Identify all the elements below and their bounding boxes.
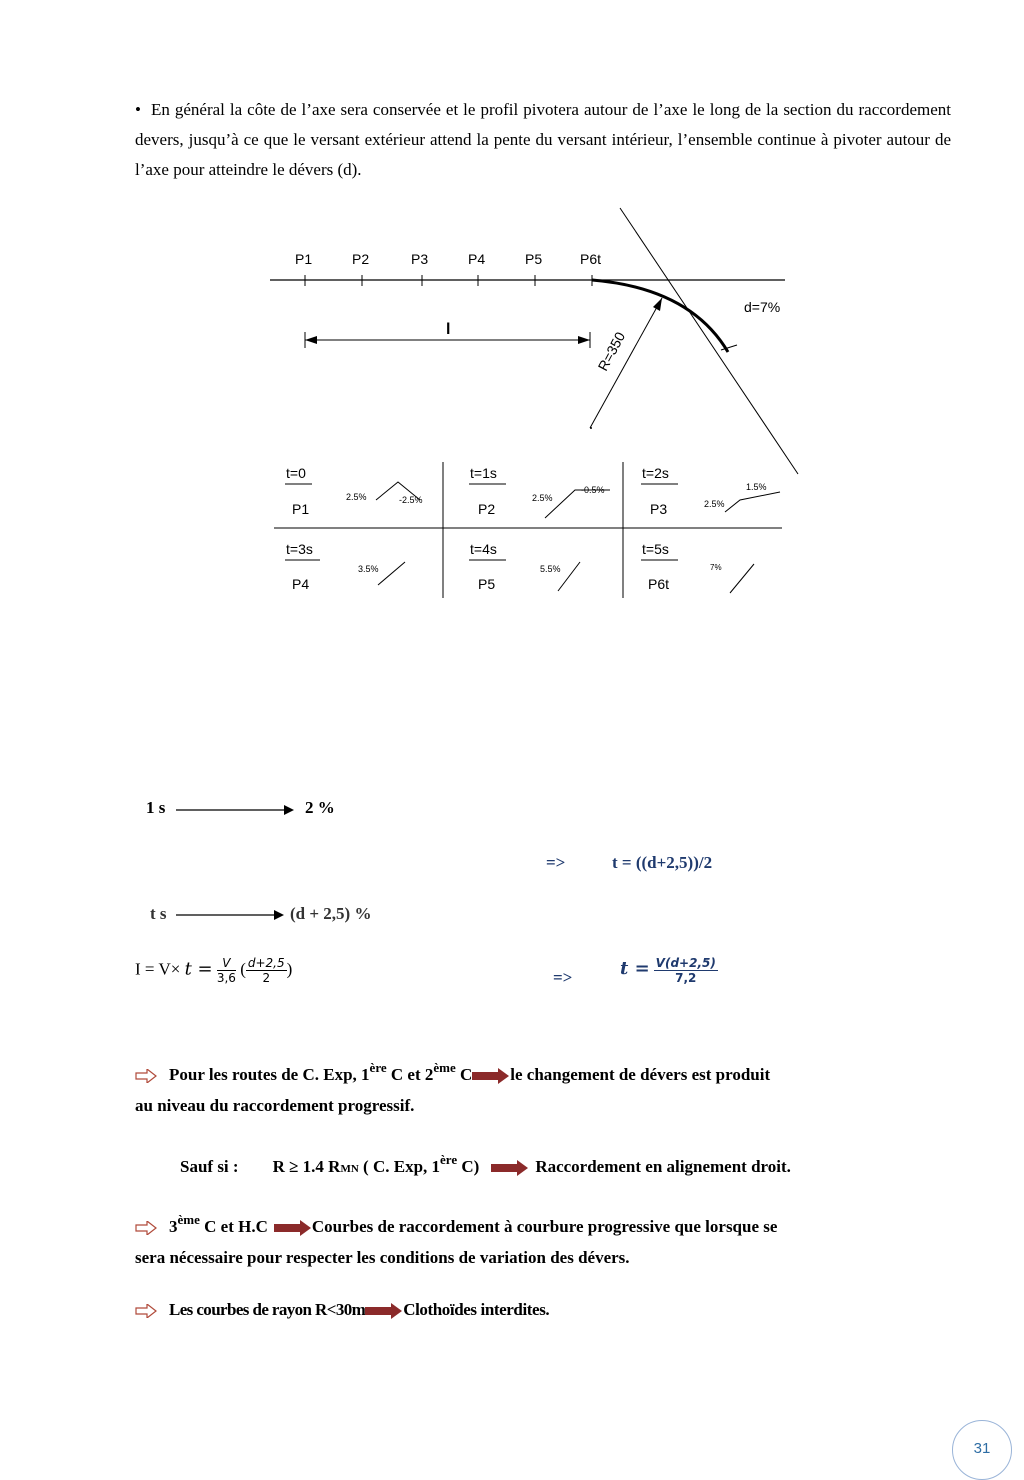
formula-t2: t =: [620, 958, 650, 980]
fraction-result: $\frac{V(d+2,5)}{7,2}$: [655, 956, 716, 985]
note-2-line-2: sera nécessaire pour respecter les conditions de variation des dévers.: [135, 1248, 630, 1267]
hollow-arrow-icon: [135, 1221, 157, 1235]
table-cell-t5: [641, 541, 754, 593]
rule-result: t = ((d+2,5))/2: [612, 853, 713, 872]
formula-implies: =>: [553, 968, 573, 987]
cell-point: P5: [478, 576, 496, 592]
slope-profile: [378, 562, 405, 585]
fraction-v-36: $\frac{V}{3,6}$: [216, 956, 236, 985]
rule-arrow-1: [176, 803, 296, 817]
devers-diagram: [260, 200, 800, 610]
hollow-arrow-icon: [135, 1069, 157, 1083]
point-label-p1: P1: [295, 251, 313, 267]
table-cell-t2: [641, 465, 780, 517]
sauf-line: Sauf si : R ≥ 1.4 RMN ( C. Exp, 1ère C) Raccordement en alignement droit.: [180, 1152, 791, 1176]
rule-left-2: t s: [150, 904, 167, 923]
cell-time: t=0: [286, 465, 306, 481]
slope-profile: [558, 562, 580, 591]
hollow-arrow-icon: [135, 1304, 157, 1318]
formula-result: [620, 956, 718, 985]
bullet: •: [135, 100, 141, 119]
slope-right: -0.5%: [581, 485, 605, 495]
note-2-line-1: 3ème C et H.C Courbes de raccordement à courbure progressive que lorsque se: [135, 1212, 777, 1237]
slope-right: 1.5%: [746, 482, 767, 492]
slope-profile: [725, 492, 780, 512]
fraction-d-2: $\frac{d+2,5}{2}$: [247, 956, 285, 985]
slope-right: -2.5%: [399, 495, 423, 505]
point-label-p6t: P6t: [580, 251, 602, 267]
cell-point: P1: [292, 501, 310, 517]
red-arrow-icon: [365, 1303, 403, 1319]
cell-time: t=4s: [470, 541, 497, 557]
formula-t: t =: [184, 958, 213, 980]
slope-left: 2.5%: [704, 499, 725, 509]
tangent-line: [620, 208, 798, 474]
cell-point: P3: [650, 501, 668, 517]
cell-point: P2: [478, 501, 496, 517]
rule-implies: =>: [546, 853, 566, 872]
point-label-p3: P3: [411, 251, 429, 267]
cell-time: t=1s: [470, 465, 497, 481]
note-1-line-1: Pour les routes de C. Exp, 1ère C et 2ème C le changement de dévers est produit: [135, 1060, 770, 1085]
cell-point: P4: [292, 576, 310, 592]
slope-left: 2.5%: [532, 493, 553, 503]
intro-text: En général la côte de l’axe sera conservée et le profil pivotera autour de l’axe le long de la section du raccordement devers, jusqu’à ce que le versant extérieur attend la pente du versant intérieur, l’ensemble continue à pivoter autour de l’axe pour atteindre le dévers (d).: [135, 100, 951, 179]
rule-right-1: 2 %: [305, 798, 335, 817]
rule-row-1: [146, 798, 165, 818]
radius-label: R=350: [594, 329, 629, 374]
formula-close: ): [286, 959, 293, 979]
slope-left: 5.5%: [540, 564, 561, 574]
table-cell-t3: [285, 541, 405, 592]
page-number: 31: [952, 1420, 1012, 1480]
dever-label: d=7%: [744, 299, 781, 315]
intro-paragraph: [135, 95, 951, 185]
length-label: l: [446, 321, 451, 338]
table-cell-t4: [469, 541, 580, 592]
cell-time: t=5s: [642, 541, 669, 557]
note-3-line: Les courbes de rayon R<30m Clothoïdes interdites.: [135, 1300, 549, 1320]
point-label-p5: P5: [525, 251, 543, 267]
slope-left: 2.5%: [346, 492, 367, 502]
slope-profile: [730, 564, 754, 593]
slope-left: 3.5%: [358, 564, 379, 574]
formula-prefix: I = V×: [135, 959, 181, 979]
slope-left: 7%: [710, 563, 722, 572]
table-cell-t0: [285, 465, 423, 517]
table-cell-t1: [469, 465, 610, 518]
rule-left-1: 1 s: [146, 798, 166, 817]
point-label-p4: P4: [468, 251, 486, 267]
cell-time: t=2s: [642, 465, 669, 481]
red-arrow-icon: [274, 1220, 312, 1236]
rule-right-2: (d + 2,5) %: [290, 904, 372, 923]
red-arrow-icon: [472, 1068, 510, 1084]
point-label-p2: P2: [352, 251, 370, 267]
formula-row: [135, 956, 292, 985]
red-arrow-icon: [491, 1160, 529, 1176]
formula-open: (: [240, 959, 246, 979]
cell-time: t=3s: [286, 541, 313, 557]
cell-point: P6t: [648, 576, 670, 592]
note-1-line-2: au niveau du raccordement progressif.: [135, 1096, 415, 1115]
rule-arrow-2: [176, 908, 288, 922]
